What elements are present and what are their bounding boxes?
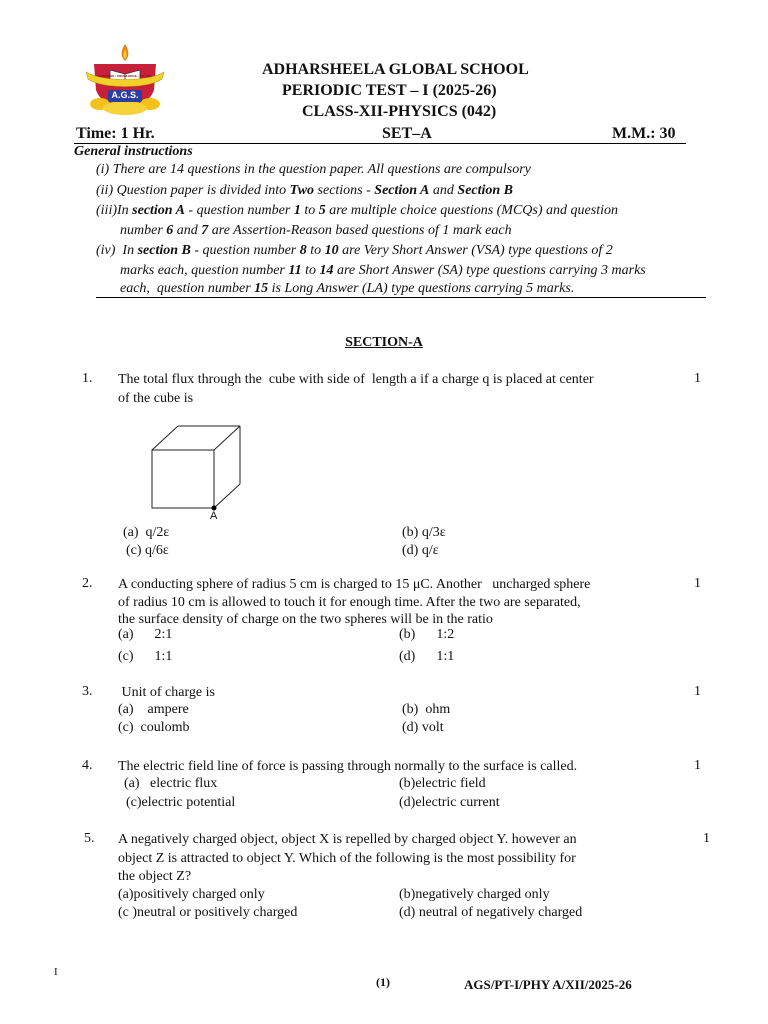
instr-text: (iii)In <box>96 203 133 218</box>
instr-bold: 7 <box>201 223 209 238</box>
instructions-title: General instructions <box>74 144 193 159</box>
q4-option-d: (d)electric current <box>399 795 500 810</box>
q4-option-c: (c)electric potential <box>126 795 236 810</box>
school-logo <box>80 42 170 116</box>
q2-option-c: (c) 1:1 <box>118 649 173 664</box>
instruction-ii <box>96 182 513 199</box>
q5-option-b: (b)negatively charged only <box>399 887 550 902</box>
instructions-underline <box>96 297 706 298</box>
q1-line-2: of the cube is <box>118 391 194 406</box>
instruction-iv-cont2 <box>120 280 574 297</box>
instr-text: (iv) In <box>96 243 138 258</box>
q5-option-a: (a)positively charged only <box>118 887 265 902</box>
instr-text: are Very Short Answer (VSA) type questions of 2 <box>338 243 613 258</box>
instruction-i: (i) There are 14 questions in the question paper. All questions are compulsory <box>96 162 531 177</box>
instr-text: are Assertion-Reason based questions of 1 mark each <box>208 223 512 238</box>
q3-option-b: (b) ohm <box>402 702 451 717</box>
instr-text: and <box>173 223 202 238</box>
instruction-iv <box>96 242 613 259</box>
q3-mark: 1 <box>694 684 701 699</box>
logo-motto: LEARNING • KNOWLEDGE • VALUES <box>98 74 152 78</box>
q5-line-2: object Z is attracted to object Y. Which of the following is the most possibility for <box>118 851 576 866</box>
instr-bold: Two <box>289 183 315 198</box>
instr-text: to <box>301 263 320 278</box>
instr-bold: 10 <box>324 243 339 258</box>
instr-text: to <box>300 203 319 218</box>
q5-option-d: (d) neutral of negatively charged <box>399 905 583 920</box>
q1-mark: 1 <box>694 371 701 386</box>
q5-option-c: (c )neutral or positively charged <box>118 905 298 920</box>
q4-option-a: (a) electric flux <box>124 776 218 791</box>
instr-bold: section B <box>137 243 191 258</box>
page-number: (1) <box>376 975 390 989</box>
instr-text: is Long Answer (LA) type questions carrying 5 marks. <box>268 281 575 296</box>
q4-option-b: (b)electric field <box>399 776 486 791</box>
instr-text: - question number <box>184 203 294 218</box>
instr-text: number <box>120 223 167 238</box>
q2-option-a: (a) 2:1 <box>118 627 173 642</box>
instr-text: - question number <box>190 243 300 258</box>
instr-text: sections - <box>314 183 375 198</box>
instr-bold: 14 <box>319 263 334 278</box>
q1-option-c: (c) q/6ε <box>126 543 169 558</box>
paper-code: AGS/PT-I/PHY A/XII/2025-26 <box>464 977 632 992</box>
q1-option-d: (d) q/ε <box>402 543 439 558</box>
instr-text: are Short Answer (SA) type questions carrying 3 marks <box>333 263 646 278</box>
instr-bold: 6 <box>166 223 174 238</box>
instr-text: marks each, question number <box>120 263 289 278</box>
q5-mark: 1 <box>703 831 710 846</box>
school-name: ADHARSHEELA GLOBAL SCHOOL <box>262 61 529 78</box>
instr-bold: 8 <box>299 243 307 258</box>
instr-bold: 5 <box>318 203 326 218</box>
q1-option-a: (a) q/2ε <box>123 525 170 540</box>
q5-line-1: A negatively charged object, object X is repelled by charged object Y. however an <box>118 832 577 847</box>
q2-option-d: (d) 1:1 <box>399 649 455 664</box>
q2-line-2: of radius 10 cm is allowed to touch it for enough time. After the two are separated, <box>118 595 581 610</box>
q3-option-d: (d) volt <box>402 720 444 735</box>
q3-option-c: (c) coulomb <box>118 720 190 735</box>
instr-bold: 11 <box>288 263 302 278</box>
q2-option-b: (b) 1:2 <box>399 627 455 642</box>
instr-bold: section A <box>132 203 185 218</box>
q3-line-1: Unit of charge is <box>118 685 215 700</box>
q1-line-1: The total flux through the cube with side of length a if a charge q is placed at center <box>118 372 594 387</box>
q4-line-1: The electric field line of force is passing through normally to the surface is called. <box>118 759 578 774</box>
instr-text: are multiple choice questions (MCQs) and question <box>325 203 618 218</box>
q2-number: 2. <box>82 576 93 591</box>
q2-line-1: A conducting sphere of radius 5 cm is charged to 15 μC. Another uncharged sphere <box>118 577 591 592</box>
q1-number: 1. <box>82 371 93 386</box>
instr-bold: Section B <box>457 183 514 198</box>
footer-left-mark: I <box>54 966 58 978</box>
logo-text: A.G.S. <box>111 90 139 100</box>
instr-bold: Section A <box>374 183 430 198</box>
cube-figure <box>148 422 248 524</box>
max-marks: M.M.: 30 <box>612 125 676 142</box>
instr-text: each, question number <box>120 281 255 296</box>
q1-option-b: (b) q/3ε <box>402 525 446 540</box>
q5-line-3: the object Z? <box>118 869 192 884</box>
set-label: SET–A <box>382 125 432 142</box>
q3-number: 3. <box>82 684 93 699</box>
instruction-iii <box>96 202 618 219</box>
section-title: SECTION-A <box>345 335 423 350</box>
q4-mark: 1 <box>694 758 701 773</box>
q2-mark: 1 <box>694 576 701 591</box>
q2-line-3: the surface density of charge on the two spheres will be in the ratio <box>118 612 493 627</box>
instruction-iv-cont <box>120 262 646 279</box>
instr-bold: 1 <box>293 203 301 218</box>
q4-number: 4. <box>82 758 93 773</box>
instruction-iii-cont <box>120 222 512 239</box>
cube-vertex-label: A <box>210 510 218 522</box>
test-title: PERIODIC TEST – I (2025-26) <box>282 82 497 99</box>
instr-bold: 15 <box>254 281 269 296</box>
q3-option-a: (a) ampere <box>118 702 189 717</box>
q5-number: 5. <box>84 831 95 846</box>
instr-text: and <box>429 183 458 198</box>
instr-text: to <box>306 243 325 258</box>
instr-text: (ii) Question paper is divided into <box>96 183 290 198</box>
class-subject: CLASS-XII-PHYSICS (042) <box>302 103 497 120</box>
time-label: Time: 1 Hr. <box>76 125 155 142</box>
